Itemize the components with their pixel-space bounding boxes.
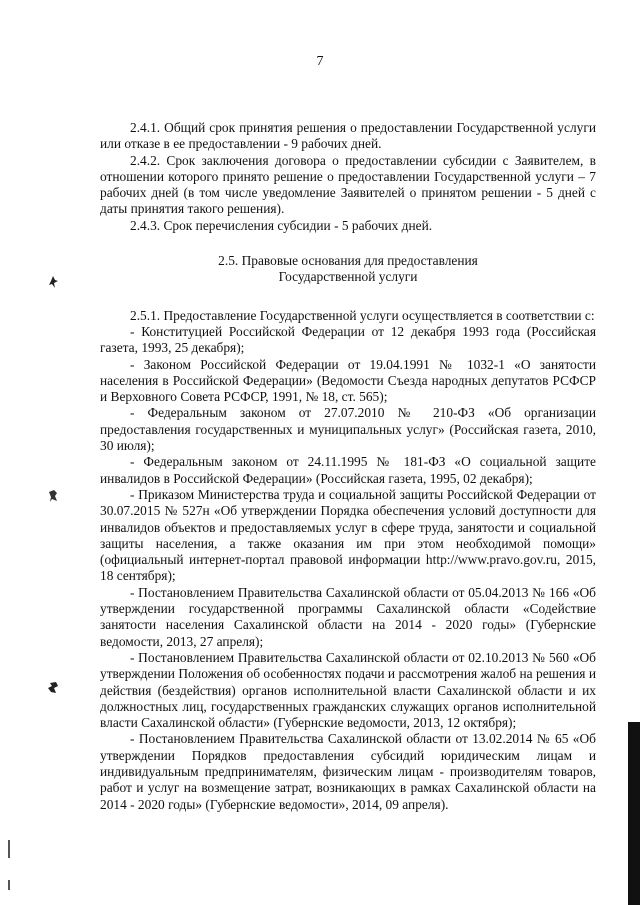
edge-speck [8,840,10,858]
legal-item-constitution: - Конституцией Российской Федерации от 12 декабря 1993 года (Российская газета, 1993, 25 декабря); [100,323,596,356]
binding-shadow [628,722,640,905]
legal-item-fz-210: - Федеральным законом от 27.07.2010 № 210-ФЗ «Об организации предоставления государственных и муниципальных услуг» (Российская газета, 2010, 30 июля); [100,405,596,454]
page-number: 7 [316,54,324,69]
paragraph-2-4-2: 2.4.2. Срок заключения договора о предоставлении субсидии с Заявителем, в отношении которого принято решение о предоставлении Государственной услуги – 7 рабочих дней (в том числе уведомление Заявителей о принятом решении - 5 дней с даты принятия такого решения). [100,152,596,217]
punch-mark-bottom [48,682,58,694]
section-heading [100,253,596,286]
section-heading-line-2: Государственной услуги [278,269,418,285]
legal-item-resolution-560: - Постановлением Правительства Сахалинской области от 02.10.2013 № 560 «Об утверждении Положения об особенностях подачи и рассмотрения жалоб на решения и действия (бездействия) органов исполнительной власти Сахалинской области и их должностных лиц, государственных гражданских служащих органов исполнительной власти Сахалинской области» (Губернские ведомости, 2013, 12 октября); [100,649,596,731]
legal-item-resolution-166: - Постановлением Правительства Сахалинской области от 05.04.2013 № 166 «Об утверждении государственной программы Сахалинской области «Содействие занятости населения Сахалинской области на 2014 - 2020 годы» (Губернские ведомости, 2013, 27 апреля); [100,584,596,649]
paragraph-2-5-1: 2.5.1. Предоставление Государственной услуги осуществляется в соответствии с: [130,307,595,323]
legal-item-order-527n: - Приказом Министерства труда и социальной защиты Российской Федерации от 30.07.2015 № 527н «Об утверждении Порядка обеспечения условий доступности для инвалидов объектов и предоставляемых услуг в сфере труда, занятости и социальной защиты населения, а также оказания им при этом необходимой помощи» (официальный интернет-портал правовой информации http://www.pravo.gov.ru, 2015, 18 сентября); [100,486,596,584]
legal-item-resolution-65: - Постановлением Правительства Сахалинской области от 13.02.2014 № 65 «Об утверждении Порядков предоставления субсидий юридическим лицам и индивидуальным предпринимателям, физическим лицам - производителям товаров, работ и услуг на возмещение затрат, возникающих в рамках Сахалинской области на 2014 - 2020 годы» (Губернские ведомости», 2014, 09 апреля). [100,731,596,812]
edge-speck [8,880,10,890]
paragraph-2-4-1: 2.4.1. Общий срок принятия решения о предоставлении Государственной услуги или отказе в ее предоставлении - 9 рабочих дней. [100,120,596,152]
document-body [100,120,596,813]
punch-mark-middle [48,490,58,502]
section-heading-line-1: 2.5. Правовые основания для предоставления [218,253,478,269]
punch-mark-top [48,276,58,288]
legal-item-employment-law: - Законом Российской Федерации от 19.04.1991 № 1032-1 «О занятости населения в Российской Федерации» (Ведомости Съезда народных депутатов РСФСР и Верховного Совета РСФСР, 1991, № 18, ст. 565); [100,356,596,405]
paragraph-2-4-3: 2.4.3. Срок перечисления субсидии - 5 рабочих дней. [130,217,433,233]
legal-item-fz-181: - Федеральным законом от 24.11.1995 № 181-ФЗ «О социальной защите инвалидов в Российской Федерации» (Российская газета, 1995, 02 декабря); [100,454,596,486]
